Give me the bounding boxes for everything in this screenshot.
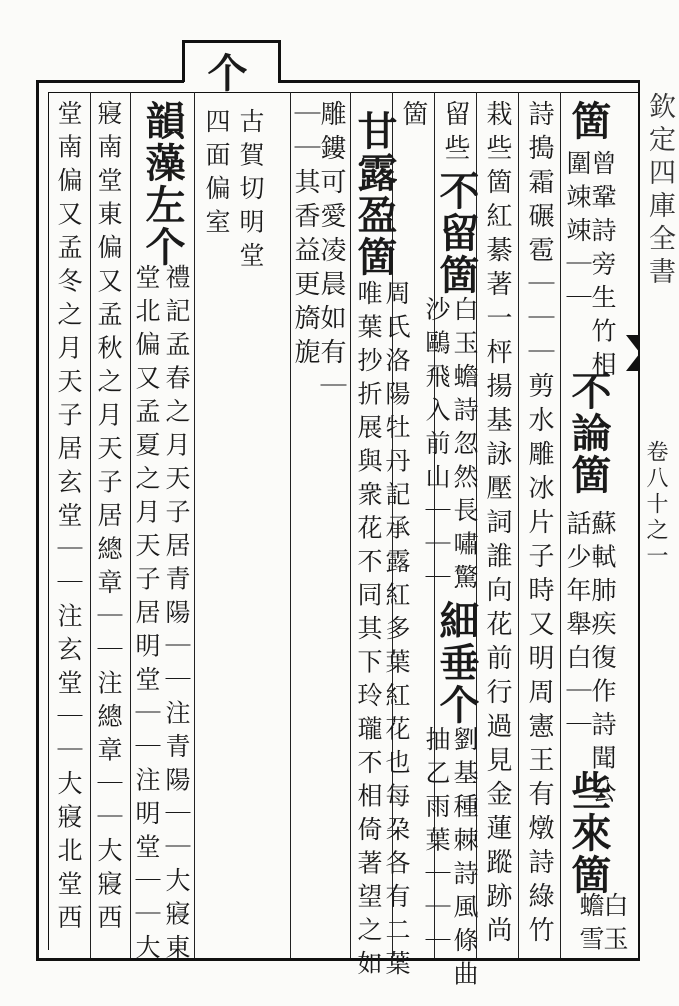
entry-note: 話少年舉白｜｜: [563, 510, 592, 745]
body-text: 留些: [440, 100, 470, 168]
text-column-9-heading: [351, 110, 398, 278]
text-column-14: [56, 100, 81, 938]
column-rule: [90, 92, 91, 958]
entry-note: 圍竦竦｜｜: [563, 150, 592, 318]
text-column-11-heading: [201, 52, 248, 94]
text-column-12-note-left: [134, 264, 159, 968]
frame-top-right: [278, 80, 640, 83]
entry-note: 劉基種棘詩風條曲: [450, 726, 479, 994]
entry-heading: 韻藻左个: [139, 100, 186, 268]
entry-heading: 細垂个: [433, 600, 480, 726]
text-column-1-note-left: [565, 150, 590, 318]
body-text: 詩搗霜碾雹｜｜｜剪水雕冰片子時又明周憲王有燉詩綠竹: [524, 100, 554, 950]
entry-note: 曾鞏詩旁生竹相: [588, 150, 617, 385]
entry-note: 堂北偏又孟夏之月天子居明堂｜｜注明堂｜｜大: [132, 264, 161, 968]
text-column-7-heading: [433, 600, 480, 726]
entry-heading: 个: [201, 52, 248, 94]
text-column-8: [400, 100, 426, 134]
text-column-1: [565, 100, 612, 142]
body-text: 箇: [398, 100, 428, 134]
text-column-5: [484, 100, 510, 950]
fishtail-ornament: [626, 335, 640, 371]
text-column-6-start: [442, 100, 468, 168]
entry-heading: 箇: [565, 100, 612, 142]
frame-right-border: [638, 80, 640, 960]
text-column-12-heading: [139, 100, 186, 268]
body-text: ｜｜其香益更旖旎: [290, 100, 320, 372]
text-column-2-note-left: [565, 510, 590, 745]
text-column-1-note-right: [590, 150, 615, 385]
text-column-11-note-left: [204, 108, 229, 242]
frame-left-outer: [36, 80, 39, 960]
entry-note: 周氏洛陽牡丹記承露紅多葉紅花也每朶各有二葉: [382, 280, 411, 984]
text-column-12-note-right: [164, 264, 189, 968]
book-title: 欽定四庫全書: [644, 92, 675, 290]
entry-note: 沙鷗飛入前山｜｜｜: [422, 296, 451, 598]
frame-left-inner: [48, 92, 49, 950]
text-column-2-note-right: [590, 510, 615, 812]
frame-top-inner: [48, 92, 640, 93]
column-rule: [194, 92, 195, 958]
entry-note: 白玉: [600, 892, 629, 959]
entry-note: 蘇軾肺疾復作詩聞公: [588, 510, 617, 812]
text-column-11-note-right: [238, 108, 263, 276]
text-column-13: [96, 100, 121, 938]
body-text: 栽些箇紅綦著一枰揚基詠壓詞誰向花前行過見金蓮蹤跡尚: [482, 100, 512, 950]
text-column-9-note-left: [356, 280, 381, 984]
column-rule: [518, 92, 519, 958]
text-column-4: [526, 100, 552, 950]
text-column-6-note-right: [452, 296, 477, 598]
text-column-6-note-left: [424, 296, 449, 598]
entry-heading: 不留箇: [433, 170, 480, 296]
text-column-2-heading: [565, 370, 612, 496]
entry-heading: 些來箇: [565, 770, 612, 896]
text-column-6-heading: [433, 170, 480, 296]
entry-heading: 不論箇: [565, 370, 612, 496]
column-rule: [560, 92, 561, 958]
text-column-10-right: [318, 100, 344, 406]
entry-note: 蟾雪: [576, 892, 605, 959]
text-column-9-note-right: [384, 280, 409, 984]
entry-heading: 甘露盈箇: [351, 110, 398, 278]
column-rule: [130, 92, 131, 958]
entry-note: 古賀切明堂: [236, 108, 265, 276]
frame-top-notch-left: [182, 40, 185, 82]
entry-note: 白玉蟾詩忽然長嘯驚: [450, 296, 479, 598]
frame-top-notch-right: [278, 40, 281, 82]
text-column-10-left: [292, 100, 318, 372]
text-column-3-note-right: [602, 892, 627, 959]
volume-label: 卷八十之一: [643, 440, 668, 570]
body-text: 雕鏤可愛凌晨如有｜: [316, 100, 346, 406]
body-text: 堂南偏又孟冬之月天子居玄堂｜｜注玄堂｜｜大寢北堂西: [54, 100, 83, 938]
frame-top-notch: [182, 40, 280, 43]
text-column-7-note-left: [424, 726, 449, 961]
entry-note: 抽乙雨葉｜｜｜: [422, 726, 451, 961]
text-column-7-note-right: [452, 726, 477, 994]
frame-top-left: [36, 80, 184, 83]
body-text: 寢南堂東偏又孟秋之月天子居總章｜｜注總章｜｜大寢西: [94, 100, 123, 938]
entry-note: 禮記孟春之月天子居青陽｜｜注青陽｜｜大寢東: [162, 264, 191, 968]
text-column-3-note-left: [578, 892, 603, 959]
frame-bottom: [36, 958, 640, 961]
entry-note: 唯葉抄折展與衆花不同其下玲瓏不相倚著望之如: [354, 280, 383, 984]
entry-note: 四面偏室: [202, 108, 231, 242]
text-column-3-heading: [565, 770, 612, 896]
